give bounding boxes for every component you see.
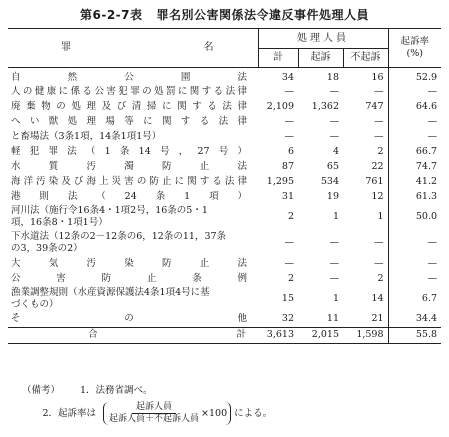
row-label-line: づくもの） [11,299,59,310]
cell-rate: — [388,230,441,256]
rate-fraction [109,402,199,425]
row-label [8,144,258,159]
row-label-line: 大気汚染防止法 [11,257,247,269]
row-label-line: その他 [11,313,247,325]
cell-rate: 41.2 [388,174,441,189]
cell-not-prosecuted: 12 [371,190,384,202]
cell-prosecuted: 11 [326,313,339,325]
cell-total: 6 [287,145,294,157]
fraction-numerator: 起訴人員 [132,402,176,414]
table-row [8,129,441,144]
cell-total: 34 [281,72,294,83]
row-label-line: と畜場法（3条1項，14条1項1号） [11,130,162,142]
row-label-line: へい獣処理場等に関する法律 [11,115,247,127]
header-processed: 処理人員 [258,29,388,49]
table-row [8,159,441,174]
total-label: 合計 [8,327,258,343]
cell-total: 31 [281,190,294,202]
table-row [8,68,441,85]
header-rate: 起訴率 (%) [388,29,441,68]
cell-rate: 64.6 [388,99,441,114]
header-not-prosecuted: 不起訴 [343,49,388,68]
cell-rate: 66.7 [388,144,441,159]
cell-not-prosecuted: 761 [365,175,384,187]
row-label [8,174,258,189]
row-label-line: 自然公園法 [11,72,247,83]
cell-not-prosecuted: — [374,130,384,142]
cell-not-prosecuted: — [374,115,384,127]
table-row [8,174,441,189]
cell-rate: 6.7 [388,286,441,312]
cell-total: — [284,85,294,97]
row-label-line: 河川法（施行令16条4・1項2号，16条の5・1 [11,205,208,216]
cell-rate: 50.0 [388,204,441,230]
cell-prosecuted: 534 [320,175,339,187]
row-label [8,114,258,129]
cell-not-prosecuted: — [374,257,384,269]
table-row [8,286,441,312]
row-label-line: 下水道法（12条の2－12条の6，12条の11，37条 [11,231,227,242]
table-row [8,144,441,159]
rate-formula [103,402,231,425]
cell-total: 32 [281,313,294,325]
cell-rate: — [388,129,441,144]
table-header [8,29,441,68]
cell-rate: 74.7 [388,159,441,174]
row-label-line: 水質汚濁防止法 [11,160,247,172]
cell-not-prosecuted: 14 [371,293,384,304]
cell-total: 2,109 [266,100,294,112]
cell-not-prosecuted: 1 [377,211,384,222]
cell-total: 15 [281,293,294,304]
cell-rate: — [388,84,441,99]
total-total: 3,613 [258,327,298,343]
row-label [8,99,258,114]
cell-prosecuted: — [329,85,339,97]
cell-total: 87 [281,160,294,172]
note-2-suffix: による。 [234,407,273,419]
cell-total: — [284,237,294,248]
cell-prosecuted: — [329,115,339,127]
row-label [8,271,258,286]
cell-total: — [284,257,294,269]
cell-prosecuted: 4 [332,145,339,157]
cell-not-prosecuted: 747 [365,100,384,112]
cell-prosecuted: — [329,130,339,142]
row-label [8,129,258,144]
table-row [8,204,441,230]
cell-not-prosecuted: 2 [377,145,384,157]
notes [22,384,442,425]
row-label [8,256,258,271]
cell-rate: — [388,114,441,129]
table-number: 第6-2-7表 [79,8,143,22]
header-crime-name: 罪 名 [8,29,258,68]
table-row [8,312,441,327]
note-2-prefix: 2．起訴率は [42,407,96,419]
cell-total: 1,295 [266,175,294,187]
row-label-line: 漁業調整規則（水産資源保護法4条1項4号に基 [11,287,210,298]
cell-not-prosecuted: — [374,85,384,97]
header-prosecuted: 起訴 [298,49,343,68]
cell-total: 2 [287,211,294,222]
row-label-line: 廃棄物の処理及び清掃に関する法律 [11,100,247,112]
row-label [8,312,258,327]
cell-not-prosecuted: 22 [371,160,384,172]
crime-table [8,28,441,344]
row-label-line: 港則法（24条1項） [11,190,247,202]
table-row [8,114,441,129]
row-label-line: 海洋汚染及び海上災害の防止に関する法律 [11,175,247,187]
table-row [8,84,441,99]
table-title-text: 罪名別公害関係法令違反事件処理人員 [156,8,370,22]
row-label [8,286,258,312]
cell-total: — [284,115,294,127]
cell-not-prosecuted: 16 [371,72,384,83]
row-label-line: 軽犯罪法（1条14号，27号） [11,145,247,157]
cell-prosecuted: — [329,257,339,269]
note-1: 1．法務省調べ。 [80,385,153,396]
table-title [0,6,449,23]
row-label [8,230,258,256]
notes-lead: （備考） [22,385,61,396]
row-label [8,84,258,99]
cell-prosecuted: 65 [326,160,339,172]
table-row [8,189,441,204]
cell-total: — [284,130,294,142]
row-label [8,204,258,230]
cell-prosecuted: 1 [332,293,339,304]
cell-not-prosecuted: 21 [371,313,384,325]
table-body [8,68,441,344]
header-total: 計 [258,49,298,68]
table-row [8,271,441,286]
total-not-prosecuted: 1,598 [343,327,388,343]
row-label-line: 公害防止条例 [11,272,247,284]
cell-prosecuted: — [329,272,339,284]
cell-rate: — [388,271,441,286]
cell-not-prosecuted: 2 [377,272,384,284]
row-label [8,159,258,174]
total-rate: 55.8 [388,327,441,343]
cell-prosecuted: 19 [326,190,339,202]
table-row [8,230,441,256]
row-label-line: 人の健康に係る公害犯罪の処罰に関する法律 [11,85,247,97]
cell-not-prosecuted: — [374,237,384,248]
table-row [8,256,441,271]
table-row [8,99,441,114]
formula-multiplier: ×100 [201,407,228,419]
cell-prosecuted: 1 [332,211,339,222]
cell-rate: 34.4 [388,312,441,327]
cell-rate: 61.3 [388,189,441,204]
total-row [8,327,441,343]
cell-rate: — [388,256,441,271]
cell-prosecuted: 1,362 [311,100,339,112]
cell-prosecuted: — [329,237,339,248]
cell-rate: 52.9 [388,68,441,85]
row-label-line: 項，16条8・1項1号） [11,217,108,228]
fraction-denominator: 起訴人員＋不起訴人員 [109,414,200,424]
cell-prosecuted: 18 [326,72,339,83]
row-label [8,189,258,204]
row-label-line: の3，39条の2） [11,243,83,254]
cell-total: 2 [287,272,294,284]
row-label [8,68,258,85]
total-prosecuted: 2,015 [298,327,343,343]
